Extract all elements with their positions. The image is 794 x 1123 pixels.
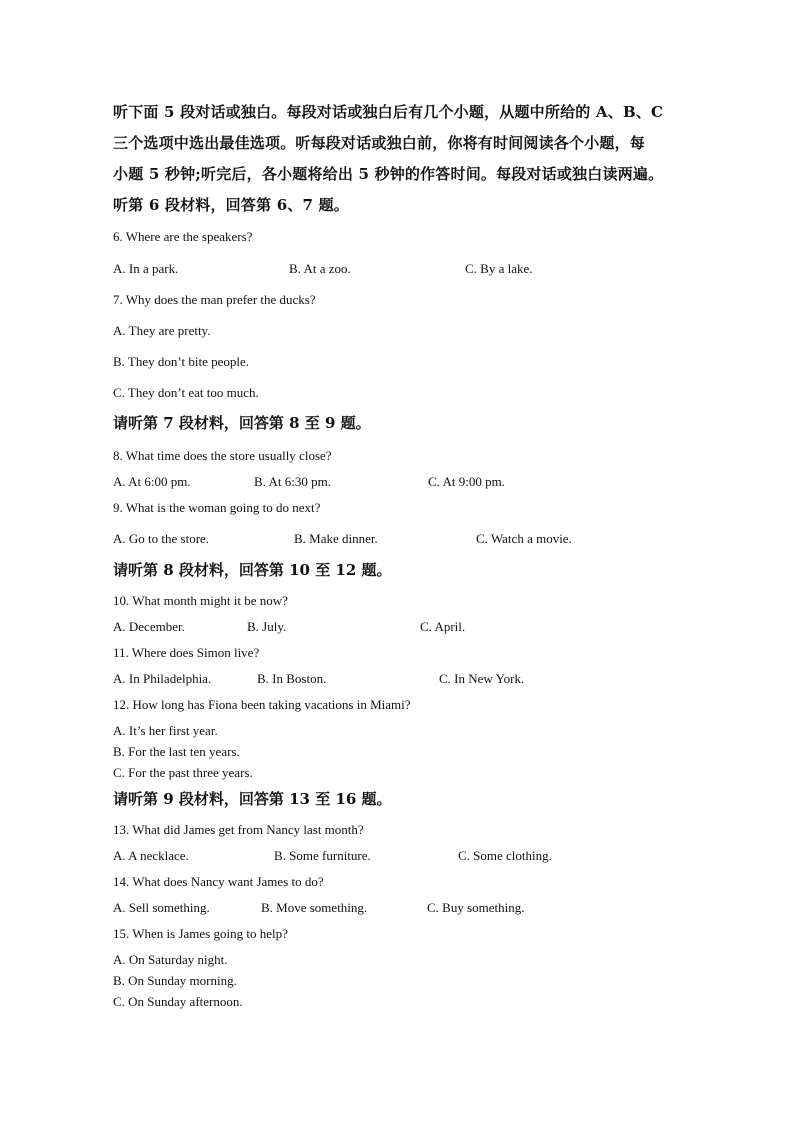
option-b: B. July. bbox=[247, 619, 287, 634]
option-a: A. In a park. bbox=[113, 261, 179, 276]
question-stem: 7. Why does the man prefer the ducks? bbox=[113, 292, 316, 307]
option-a: A. In Philadelphia. bbox=[113, 671, 212, 686]
question-stem: 11. Where does Simon live? bbox=[113, 645, 260, 660]
option-b: B. At 6:30 pm. bbox=[254, 474, 331, 489]
option-b: B. They don’t bite people. bbox=[113, 354, 249, 369]
question-stem: 9. What is the woman going to do next? bbox=[113, 500, 321, 515]
question-stem: 14. What does Nancy want James to do? bbox=[113, 874, 324, 889]
question-stem: 8. What time does the store usually close? bbox=[113, 448, 332, 463]
option-b: B. Move something. bbox=[261, 900, 368, 915]
question-stem: 12. How long has Fiona been taking vacations in Miami? bbox=[113, 697, 411, 712]
section-heading: 听第 6 段材料，回答第 6、7 题。 bbox=[113, 196, 350, 214]
option-a: A. On Saturday night. bbox=[113, 952, 228, 967]
option-b: B. In Boston. bbox=[257, 671, 327, 686]
section-heading: 请听第 7 段材料，回答第 8 至 9 题。 bbox=[113, 414, 371, 432]
question-stem: 15. When is James going to help? bbox=[113, 926, 288, 941]
instructions-line-3: 小题 5 秒钟;听完后，各小题将给出 5 秒钟的作答时间。每段对话或独白读两遍。 bbox=[113, 165, 664, 183]
option-c: C. At 9:00 pm. bbox=[428, 474, 505, 489]
question-stem: 10. What month might it be now? bbox=[113, 593, 288, 608]
option-b: B. Make dinner. bbox=[294, 531, 378, 546]
instructions-line-2: 三个选项中选出最佳选项。听每段对话或独白前，你将有时间阅读各个小题，每 bbox=[113, 134, 646, 152]
option-a: A. Sell something. bbox=[113, 900, 210, 915]
option-b: B. Some furniture. bbox=[274, 848, 371, 863]
question-stem: 6. Where are the speakers? bbox=[113, 229, 253, 244]
option-b: B. At a zoo. bbox=[289, 261, 351, 276]
option-a: A. It’s her first year. bbox=[113, 723, 218, 738]
option-a: A. A necklace. bbox=[113, 848, 189, 863]
option-a: A. At 6:00 pm. bbox=[113, 474, 191, 489]
section-heading: 请听第 9 段材料，回答第 13 至 16 题。 bbox=[113, 790, 392, 808]
option-a: A. Go to the store. bbox=[113, 531, 210, 546]
option-b: B. For the last ten years. bbox=[113, 744, 240, 759]
option-c: C. Watch a movie. bbox=[476, 531, 572, 546]
option-a: A. December. bbox=[113, 619, 185, 634]
option-c: C. Some clothing. bbox=[458, 848, 552, 863]
option-c: C. April. bbox=[420, 619, 466, 634]
question-stem: 13. What did James get from Nancy last month? bbox=[113, 822, 364, 837]
option-c: C. On Sunday afternoon. bbox=[113, 994, 243, 1009]
option-c: C. By a lake. bbox=[465, 261, 533, 276]
option-a: A. They are pretty. bbox=[113, 323, 211, 338]
option-c: C. In New York. bbox=[439, 671, 525, 686]
section-heading: 请听第 8 段材料，回答第 10 至 12 题。 bbox=[113, 561, 392, 579]
option-b: B. On Sunday morning. bbox=[113, 973, 237, 988]
option-c: C. They don’t eat too much. bbox=[113, 385, 259, 400]
option-c: C. For the past three years. bbox=[113, 765, 253, 780]
instructions-line-1: 听下面 5 段对话或独白。每段对话或独白后有几个小题，从题中所给的 A、B、C bbox=[113, 103, 664, 121]
option-c: C. Buy something. bbox=[427, 900, 525, 915]
